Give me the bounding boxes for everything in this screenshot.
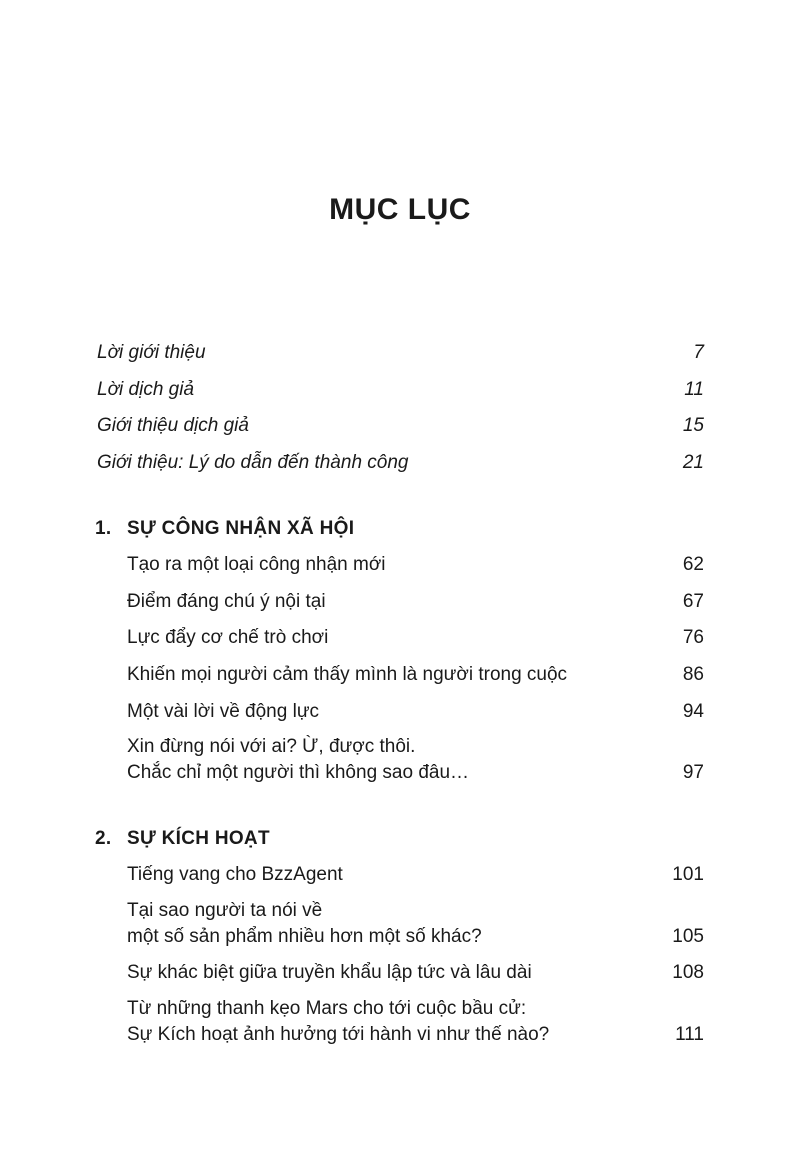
toc-entry-translator-bio[interactable] [97,413,704,439]
section-title: SỰ CÔNG NHẬN XÃ HỘI [127,518,355,539]
section-number: 1. [95,518,112,539]
toc-entry-page: 105 [672,926,704,947]
toc-entry[interactable] [127,662,704,688]
page-title: MỤC LỤC [329,193,471,226]
toc-entry-two-line[interactable] [127,996,704,1048]
toc-entry-label: Lời dịch giả [97,379,195,400]
toc-entry-label: Giới thiệu dịch giả [97,415,249,436]
toc-entry[interactable] [127,552,704,578]
toc-entry-intro[interactable] [97,340,704,366]
toc-entry[interactable] [127,625,704,651]
toc-entry-page: 15 [682,415,704,436]
toc-entry-label: Sự khác biệt giữa truyền khẩu lập tức và lâu dài [127,962,532,983]
toc-entry-label: Một vài lời về động lực [127,701,320,722]
toc-entry-label: Khiến mọi người cảm thấy mình là người trong cuộc [127,664,568,685]
toc-entry-label-line1: Từ những thanh kẹo Mars cho tới cuộc bầu cử: [127,998,527,1019]
section-heading-1[interactable] [95,516,354,542]
toc-entry-page: 97 [682,762,704,783]
toc-entry[interactable] [127,960,704,986]
toc-entry-page: 108 [672,962,704,983]
toc-entry-introduction[interactable] [97,450,704,476]
toc-entry[interactable] [127,589,704,615]
section-number: 2. [95,828,112,849]
toc-entry-label: Lời giới thiệu [97,342,206,363]
toc-entry-label: Điểm đáng chú ý nội tại [127,591,326,612]
toc-entry-translator-note[interactable] [97,377,704,403]
toc-entry-page: 67 [682,591,704,612]
toc-entry[interactable] [127,862,704,888]
toc-entry-label-line2: Sự Kích hoạt ảnh hưởng tới hành vi như thế nào? [127,1024,550,1045]
section-heading-2[interactable] [95,826,270,852]
toc-entry-label-line2: Chắc chỉ một người thì không sao đâu… [127,762,470,783]
toc-entry-page: 11 [684,379,704,400]
toc-entry-page: 76 [682,627,704,648]
toc-entry-page: 101 [672,864,704,885]
toc-entry-page: 111 [675,1024,704,1045]
toc-entry-page: 94 [682,701,704,722]
toc-entry-label-line2: một số sản phẩm nhiều hơn một số khác? [127,926,482,947]
toc-entry-label: Tạo ra một loại công nhận mới [127,554,386,575]
toc-entry-page: 62 [682,554,704,575]
toc-entry-label-line1: Tại sao người ta nói về [127,900,323,921]
toc-entry[interactable] [127,699,704,725]
section-title: SỰ KÍCH HOẠT [127,828,270,849]
toc-entry-page: 86 [682,664,704,685]
toc-entry-page: 21 [682,452,704,473]
toc-entry-two-line[interactable] [127,734,704,786]
toc-entry-page: 7 [693,342,704,363]
toc-entry-label-line1: Xin đừng nói với ai? Ừ, được thôi. [127,736,416,757]
toc-entry-two-line[interactable] [127,898,704,950]
toc-entry-label: Tiếng vang cho BzzAgent [127,864,343,885]
toc-entry-label: Lực đẩy cơ chế trò chơi [127,627,329,648]
toc-entry-label: Giới thiệu: Lý do dẫn đến thành công [97,452,409,473]
